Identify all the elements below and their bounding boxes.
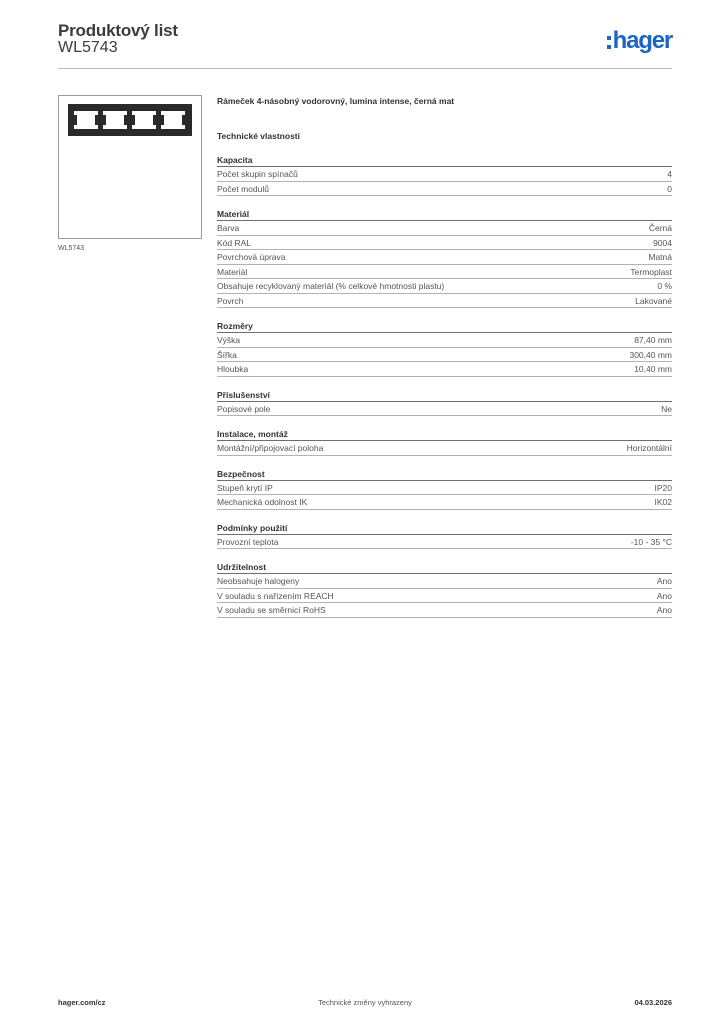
spec-row: [217, 603, 672, 618]
spec-label: Výška: [217, 335, 241, 345]
spec-row: [217, 236, 672, 251]
spec-row: [217, 265, 672, 280]
spec-group: [217, 468, 672, 510]
spec-group-title: Rozměry: [217, 320, 672, 333]
spec-row: [217, 250, 672, 265]
spec-group: [217, 428, 672, 456]
footer-notice: Technické změny vyhrazeny: [318, 998, 412, 1007]
spec-row: [217, 294, 672, 309]
product-image-frame: [58, 95, 202, 239]
hager-logo: [607, 28, 672, 54]
spec-value: Matná: [648, 252, 672, 262]
specifications: [217, 95, 672, 618]
spec-label: V souladu se směrnicí RoHS: [217, 605, 326, 615]
product-image: [66, 102, 194, 138]
document-title: Produktový list: [58, 21, 178, 40]
spec-row: [217, 362, 672, 377]
spec-label: Povrch: [217, 295, 244, 306]
product-description: Rámeček 4-násobný vodorovný, lumina intense, černá mat: [217, 96, 455, 106]
spec-label: Stupeň krytí IP: [217, 482, 273, 493]
spec-label: Montážní/připojovací poloha: [217, 443, 324, 453]
spec-value: Ano: [656, 590, 672, 601]
spec-row: [217, 535, 672, 550]
spec-row: [217, 402, 672, 417]
logo-text: hager: [612, 27, 672, 54]
spec-row: [217, 279, 672, 294]
footer-website: hager.com/cz: [58, 998, 106, 1007]
spec-value: Horizontální: [626, 443, 672, 453]
spec-value: 4: [667, 169, 672, 179]
spec-label: Povrchová úprava: [217, 252, 286, 262]
spec-group: [217, 389, 672, 417]
spec-label: Šířka: [217, 349, 237, 360]
logo-dots-icon: [607, 36, 611, 49]
page-header: [58, 20, 672, 70]
spec-label: Mechanická odolnost IK: [217, 497, 308, 507]
spec-row: [217, 589, 672, 604]
spec-row: [217, 495, 672, 510]
spec-group: [217, 208, 672, 308]
spec-group-title: Příslušenství: [217, 389, 672, 402]
spec-group: [217, 522, 672, 550]
spec-value: IP20: [654, 482, 672, 493]
spec-value: Ne: [661, 403, 672, 414]
spec-group: [217, 561, 672, 618]
spec-group-title: Podmínky použití: [217, 522, 672, 535]
spec-value: 87,40 mm: [634, 335, 672, 345]
spec-value: Termoplast: [630, 266, 672, 277]
spec-group-title: Materiál: [217, 208, 672, 221]
spec-value: Ano: [656, 605, 672, 615]
spec-label: V souladu s nařízením REACH: [217, 590, 334, 601]
spec-value: 300,40 mm: [629, 349, 672, 360]
spec-value: 9004: [653, 237, 672, 248]
spec-label: Kód RAL: [217, 237, 252, 248]
spec-row: [217, 441, 672, 456]
spec-value: -10 - 35 °C: [630, 536, 672, 547]
spec-label: Počet modulů: [217, 183, 269, 194]
spec-label: Barva: [217, 223, 240, 233]
spec-group: [217, 154, 672, 196]
spec-group-title: Bezpečnost: [217, 468, 672, 481]
spec-row: [217, 182, 672, 197]
spec-label: Počet skupin spínačů: [217, 169, 298, 179]
product-code: WL5743: [58, 39, 118, 56]
spec-row: [217, 481, 672, 496]
spec-group: [217, 320, 672, 377]
header-divider: [58, 68, 672, 69]
spec-row: [217, 221, 672, 236]
page-footer: [58, 998, 672, 1010]
spec-row: [217, 348, 672, 363]
spec-value: Černá: [648, 223, 672, 233]
spec-value: 0 %: [657, 281, 672, 291]
spec-row: [217, 167, 672, 182]
spec-value: 0: [667, 183, 672, 194]
spec-label: Obsahuje recyklovaný materiál (% celkové hmotnosti plastu): [217, 281, 445, 291]
image-caption: WL5743: [58, 245, 85, 252]
spec-groups: [217, 154, 672, 618]
spec-value: IK02: [654, 497, 672, 507]
spec-label: Neobsahuje halogeny: [217, 576, 300, 586]
spec-label: Hloubka: [217, 364, 249, 374]
spec-label: Popisové pole: [217, 403, 271, 414]
footer-date: 04.03.2026: [634, 998, 672, 1007]
spec-group-title: Udržitelnost: [217, 561, 672, 574]
spec-group-title: Kapacita: [217, 154, 672, 167]
spec-value: Ano: [656, 576, 672, 586]
spec-label: Provozní teplota: [217, 536, 279, 547]
spec-row: [217, 333, 672, 348]
spec-row: [217, 574, 672, 589]
spec-group-title: Instalace, montáž: [217, 428, 672, 441]
spec-label: Materiál: [217, 266, 248, 277]
spec-value: Lakované: [635, 295, 672, 306]
section-title: Technické vlastnosti: [217, 131, 300, 141]
spec-value: 10,40 mm: [634, 364, 672, 374]
